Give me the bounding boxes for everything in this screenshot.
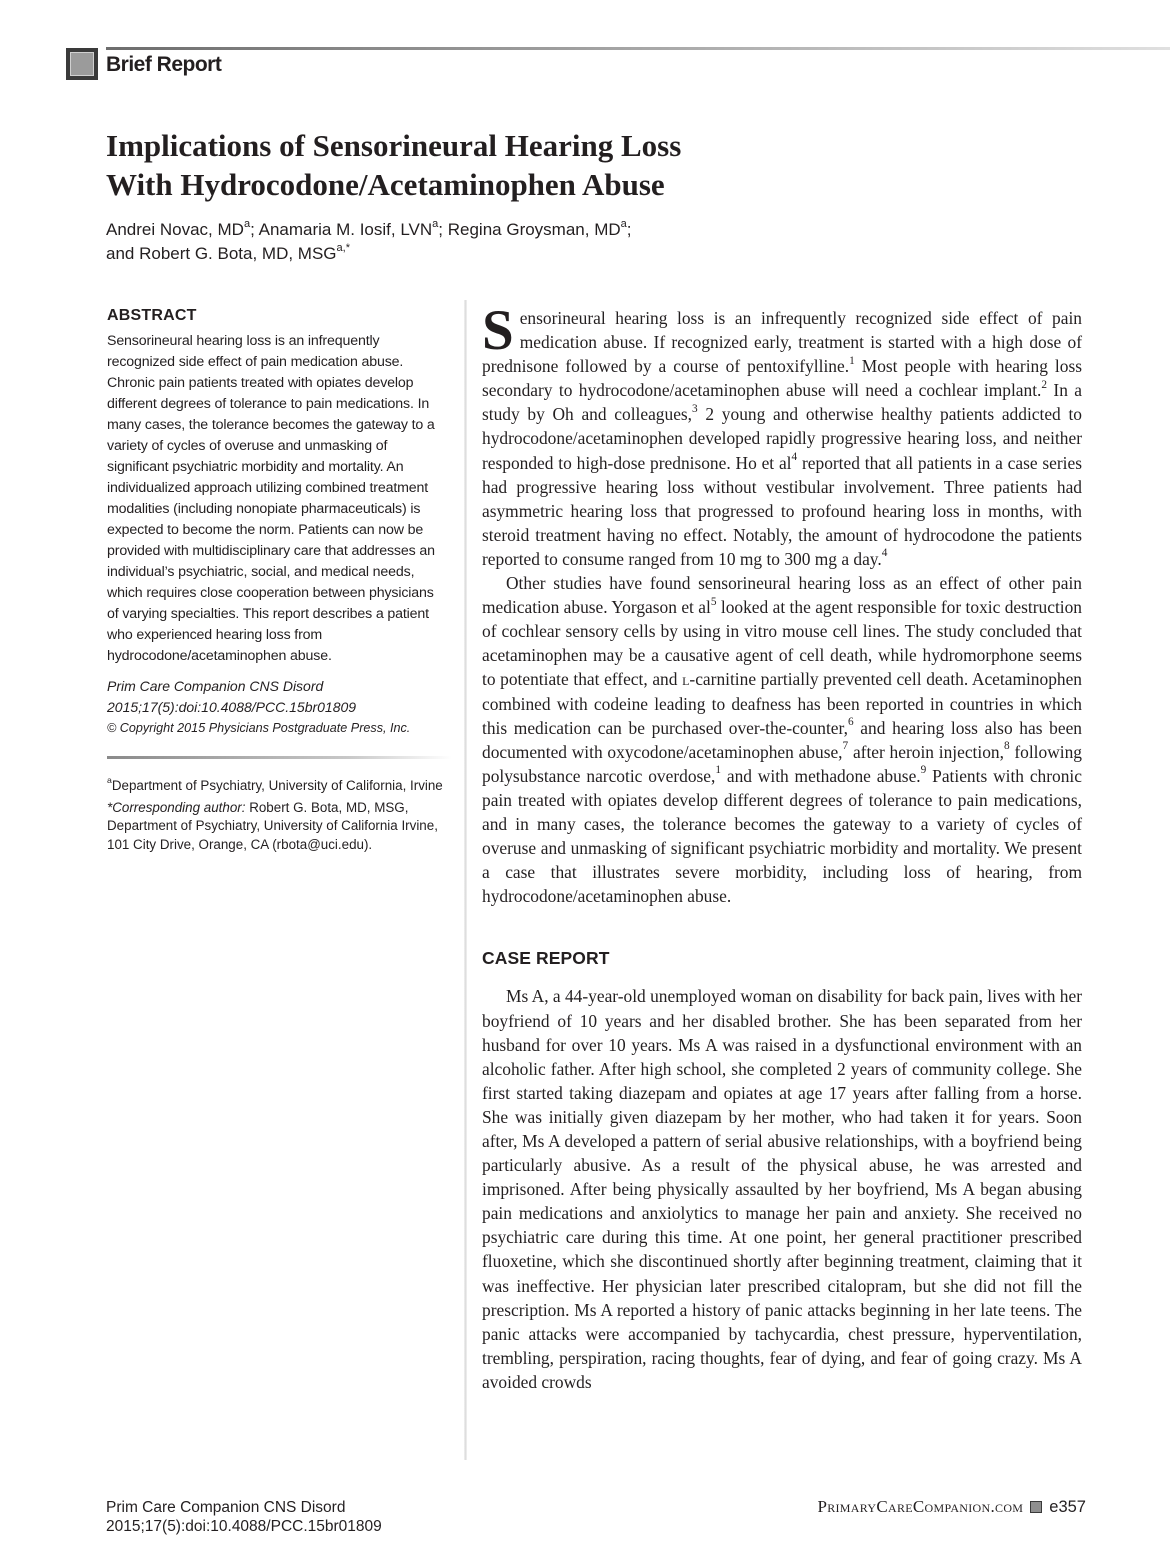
ref-link[interactable]: 3 <box>692 402 698 415</box>
column-divider <box>464 300 467 1460</box>
header-rule <box>106 47 1170 50</box>
author-list <box>106 218 806 266</box>
intro-paragraph-2: Other studies have found sensorineural hearing loss as an effect of other pain medication abuse. Yorgason et $al^5$ looked at the agent responsible for toxic destruction of cochlear sensory cells by using in vitro mouse cell lines. The study concluded that acetaminophen may be a causative agent of cell death, while hydromorphone seems to potentiate that effect, and l-carnitine partially prevented cell death. Acetaminophen combined with codeine leading to deafness has been reported in countries in which this medication can be purchased over-the-counter,$^6$ and hearing loss also has been documented with oxycodone/acetaminophen abuse,$^7$ after heroin injection,$^8$ following polysubstance narcotic overdose,$^1$ and with methadone abuse.$^9$ Patients with chronic pain treated with opiates develop different degrees of tolerance to pain medications, and in many cases, the tolerance becomes the gateway to a variety of cycles of overuse and unmasking of significant psychiatric morbidity and mortality. We present a case that illustrates severe morbidity, including loss of hearing, from hydrocodone/acetaminophen abuse. <box>482 573 1082 907</box>
affiliation-a: $^a$Department of Psychiatry, University of California, Irvine <box>107 775 443 793</box>
ref-link[interactable]: 8 <box>1003 740 1010 753</box>
abstract-body: Sensorineural hearing loss is an infrequently recognized side effect of pain medication abuse. Chronic pain patients treated with opiates develop different degrees of tolerance to pain medications. In many cases, the tolerance becomes the gateway to a variety of cycles of overuse and unmasking of significant psychiatric morbidity and mortality. An individualized approach utilizing combined treatment modalities (including nonopiate pharmaceuticals) is expected to become the norm. Patients can now be provided with multidisciplinary care that addresses an individual’s psychiatric, social, and medical needs, which requires close cooperation between physicians of varying specialties. This report describes a patient who experienced hearing loss from hydrocodone/acetaminophen abuse. <box>107 333 435 664</box>
abstract-column <box>107 307 449 854</box>
drop-cap: S <box>482 299 514 362</box>
footer-doi: 2015;17(5):doi:10.4088/PCC.15br01809 <box>106 1518 382 1535</box>
abstract-heading: ABSTRACT <box>107 307 197 324</box>
author: Anamaria M. Iosif, LVN$^a$; <box>258 217 448 239</box>
ref-link[interactable]: 1 <box>715 764 721 777</box>
section-marker-icon <box>66 48 98 80</box>
ref-link[interactable]: 6 <box>847 716 854 729</box>
intro-paragraph-1: Sensorineural hearing loss is an infrequently recognized side effect of pain medication abuse. If recognized early, treatment is started with a high dose of prednisone followed by a course of pentoxifylline.$^1$ Most people with hearing loss secondary to hydrocodone/acetaminophen abuse will need a cochlear implant.$^2$ In a study by Oh and colleagues,$^3$ 2 young and otherwise healthy patients addicted to hydrocodone/acetaminophen developed rapidly progressive hearing loss, and neither responded to high-dose prednisone. Ho et $al^4$ reported that all patients in a case series had progressive hearing loss without vestibular involvement. Three patients had asymmetric hearing loss that progressed to profound hearing loss in months, with steroid treatment having no effect. Notably, the amount of hydrocodone the patients reported to consume ranged from 10 mg to 300 mg a day.$^4$ <box>482 299 1082 569</box>
affiliations <box>107 777 449 854</box>
article-title <box>106 126 866 204</box>
section-tag: Brief Report <box>106 53 222 76</box>
footer-page-info <box>817 1497 1086 1517</box>
ref-link[interactable]: 7 <box>842 740 849 753</box>
divider <box>107 756 452 759</box>
ref-link[interactable]: 1 <box>849 354 855 367</box>
copyright: © Copyright 2015 Physicians Postgraduate Press, Inc. <box>107 721 411 735</box>
page-number: e357 <box>1049 1497 1086 1516</box>
footer-site-link[interactable]: PrimaryCareCompanion.com <box>817 1497 1024 1516</box>
citation-journal: Prim Care Companion CNS Disord <box>107 678 324 694</box>
ref-link[interactable]: 9 <box>920 764 927 777</box>
footer-citation <box>106 1498 382 1536</box>
title-line-2: With Hydrocodone/Acetaminophen Abuse <box>106 167 665 202</box>
case-report-heading: CASE REPORT <box>482 948 610 969</box>
citation-doi[interactable]: 2015;17(5):doi:10.4088/PCC.15br01809 <box>107 699 357 715</box>
ref-link[interactable]: 5 <box>710 595 717 608</box>
square-bullet-icon <box>1030 1501 1042 1513</box>
title-line-1: Implications of Sensorineural Hearing Loss <box>106 128 682 163</box>
ref-link[interactable]: 4 <box>881 547 888 560</box>
ref-link[interactable]: 2 <box>1041 378 1048 391</box>
body-column <box>482 299 1082 1394</box>
footer-journal: Prim Care Companion CNS Disord <box>106 1499 346 1516</box>
citation <box>107 676 449 718</box>
author: and Robert G. Bota, MD, $MSG^{a,*}$ <box>106 241 351 263</box>
corresponding-author: *Corresponding author: Robert G. Bota, MD, MSG, Department of Psychiatry, University of California Irvine, 101 City Drive, Orange, CA (rbota@uci.edu). <box>107 799 438 852</box>
ref-link[interactable]: 4 <box>791 451 798 464</box>
case-paragraph-1: Ms A, a 44-year-old unemployed woman on disability for back pain, lives with her boyfriend of 10 years and her disabled brother. She has been separated from her husband for over 10 years. Ms A was raised in a dysfunctional environment with an alcoholic father. After high school, she completed 2 years of community college. She first started taking diazepam and opiates at age 17 years after falling from a horse. She was initially given diazepam by her mother, who had taken it for years. Soon after, Ms A developed a pattern of serial abusive relationships, with a boyfriend being particularly abusive. As a result of the physical abuse, he was arrested and imprisoned. After being physically assaulted by her boyfriend, Ms A began abusing pain medications and anxiolytics to manage her pain and anxiety. She received no psychiatric care during this time. At one point, her general practitioner prescribed fluoxetine, which she discontinued shortly after beginning treatment, claiming that it was ineffective. Her physician later prescribed citalopram, but she did not fill the prescription. Ms A reported a history of panic attacks beginning in her late teens. The panic attacks were accompanied by tachycardia, chest pressure, hyperventilation, trembling, perspiration, racing thoughts, fear of dying, and fear of going crazy. Ms A avoided crowds <box>482 986 1082 1392</box>
author: Andrei Novac, $MD^a$; <box>106 217 259 239</box>
author: Regina Groysman, $MD^a$; <box>447 217 632 239</box>
